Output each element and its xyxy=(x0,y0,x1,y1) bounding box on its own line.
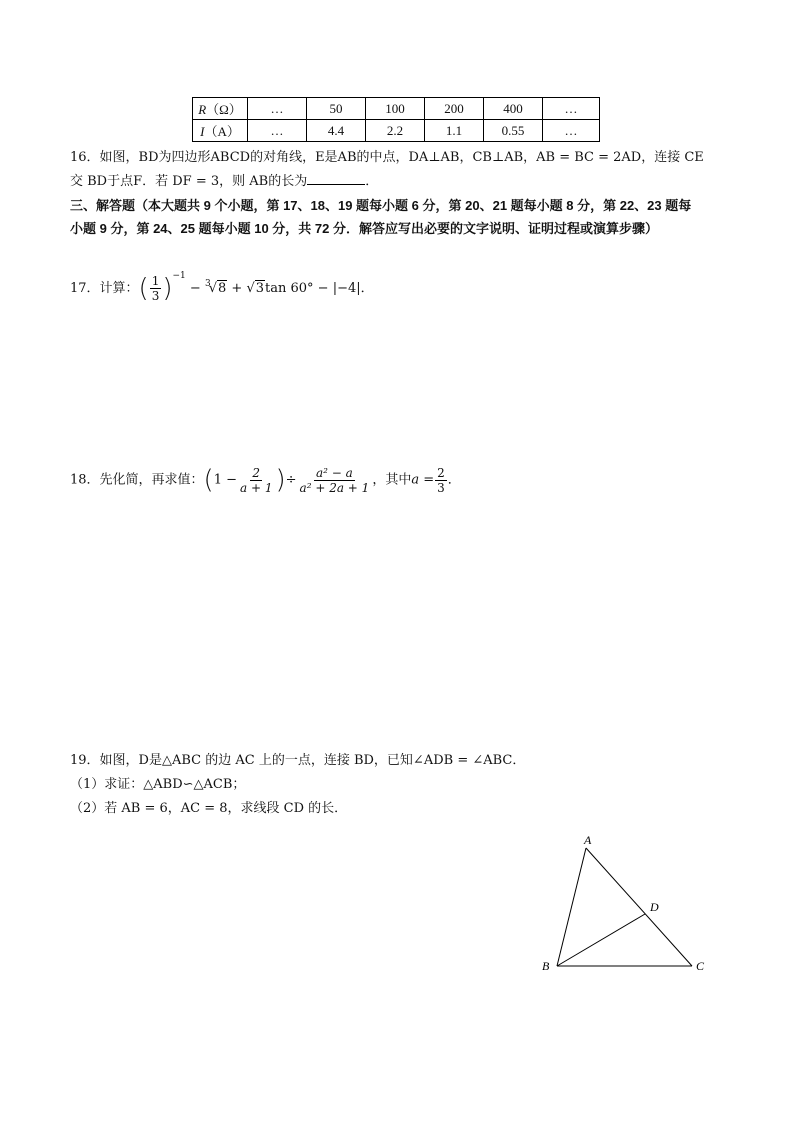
table-row xyxy=(193,120,600,142)
q18-end: ． xyxy=(447,472,461,488)
q17-prefix: 17．计算： xyxy=(70,281,139,296)
q18-f1-den: a + 1 xyxy=(240,480,273,495)
table-cell: … xyxy=(543,120,600,142)
q17-exponent: −1 xyxy=(172,271,186,281)
q18-f2-den: a² + 2a + 1 xyxy=(299,480,370,495)
q18-a-equals: a = xyxy=(411,472,435,488)
label-c: C xyxy=(696,959,705,973)
q16-text-2: 交 BD于点F．若 DF = 3，则 AB的长为 xyxy=(70,174,308,189)
q18-one-minus: 1 − xyxy=(213,472,237,488)
q19-text-3: （2）若 AB = 6，AC = 8，求线段 CD 的长． xyxy=(70,801,348,816)
table-label-symbol: R xyxy=(198,102,207,117)
segment-ab xyxy=(557,848,586,966)
table-cell: … xyxy=(248,120,307,142)
q16-line1 xyxy=(70,148,704,168)
table-cell: 4.4 xyxy=(307,120,366,142)
table-cell: … xyxy=(543,98,600,120)
label-d: D xyxy=(650,900,659,914)
q17-end: ． xyxy=(360,281,374,296)
q17-num: 1 xyxy=(151,274,160,288)
q18-prefix: 18．先化简，再求值： xyxy=(70,472,204,488)
table-cell: 400 xyxy=(484,98,543,120)
q19-line1 xyxy=(70,751,525,771)
segment-bd xyxy=(557,914,645,966)
table-cell: 50 xyxy=(307,98,366,120)
q19-text-1: 19．如图，D是△ABC 的边 AC 上的一点，连接 BD，已知∠ADB = ∠ABC． xyxy=(70,753,526,768)
section3-text-2: 小题 9 分，第 24、25 题每小题 10 分，共 72 分．解答应写出必要的文字说明、证明过程或演算步骤） xyxy=(70,221,658,236)
label-a: A xyxy=(584,833,592,847)
section3-text-1: 三、解答题（本大题共 9 个小题，第 17、18、19 题每小题 6 分，第 20、21 题每小题 8 分，第 22、23 题每 xyxy=(70,198,692,213)
q16-end: ． xyxy=(365,174,379,189)
q16-line2 xyxy=(70,171,378,192)
q16-answer-blank[interactable] xyxy=(307,171,365,185)
q17-abs-value: −4 xyxy=(337,281,357,296)
section3-line2 xyxy=(70,219,658,239)
q19-line2 xyxy=(70,775,245,795)
table-row-label xyxy=(193,98,248,120)
table-cell: 1.1 xyxy=(425,120,484,142)
q18-expression: 18．先化简，再求值：(1 − $\frac{2}{a + 1}$ )÷ $\frac{\text{a² − a}}{\text{a² + 2a + 1}}$ ，其中a = $\frac{2}{3}$ ． xyxy=(70,465,461,495)
q18-f3-den: 3 xyxy=(437,480,445,495)
q17-plus: + xyxy=(227,281,247,296)
resistance-current-table xyxy=(192,97,600,142)
q16-text-1: 16．如图，BD为四边形ABCD的对角线，E是AB的中点，DA⊥AB，CB⊥AB，AB = BC = 2AD，连接 CE xyxy=(70,150,704,165)
q18-fraction-1 xyxy=(238,466,274,495)
q17-expression: 17．计算：( $\frac{1}{3}$ )$^{-1}$ − $^3$√8 + √3tan 60° − |−4|． xyxy=(70,271,374,304)
label-b: B xyxy=(542,959,550,973)
table-cell: 200 xyxy=(425,98,484,120)
q18-f2-num: a² − a xyxy=(316,465,353,480)
q17-minus: − xyxy=(185,281,205,296)
segment-ac xyxy=(586,848,692,966)
q17-cube-index: 3 xyxy=(204,279,211,289)
q18-where: ，其中 xyxy=(372,472,412,488)
q18-f1-num: 2 xyxy=(252,465,261,480)
table-label-unit: （A） xyxy=(204,124,240,139)
q18-fraction-3 xyxy=(435,466,447,495)
table-row xyxy=(193,98,600,120)
q19-text-2: （1）求证：△ABD∽△ACB； xyxy=(70,777,246,792)
q17-tan: tan 60° − xyxy=(265,281,333,296)
q17-den: 3 xyxy=(151,289,160,303)
q17-fraction xyxy=(150,274,162,303)
section3-line1 xyxy=(70,196,691,216)
table-cell: 2.2 xyxy=(366,120,425,142)
q18-divide: ÷ xyxy=(285,472,297,488)
q19-line3 xyxy=(70,799,347,819)
q17-sqrt-radicand: 3 xyxy=(255,281,265,296)
q18-f3-num: 2 xyxy=(437,465,445,480)
table-label-symbol: I xyxy=(200,124,205,139)
table-cell: 100 xyxy=(366,98,425,120)
q17-cube-radicand: 8 xyxy=(217,281,227,296)
table-row-label xyxy=(193,120,248,142)
q18-fraction-2 xyxy=(298,466,372,495)
table-cell: 0.55 xyxy=(484,120,543,142)
table-label-unit: （Ω） xyxy=(206,102,242,117)
table-cell: … xyxy=(248,98,307,120)
triangle-figure xyxy=(530,830,720,980)
